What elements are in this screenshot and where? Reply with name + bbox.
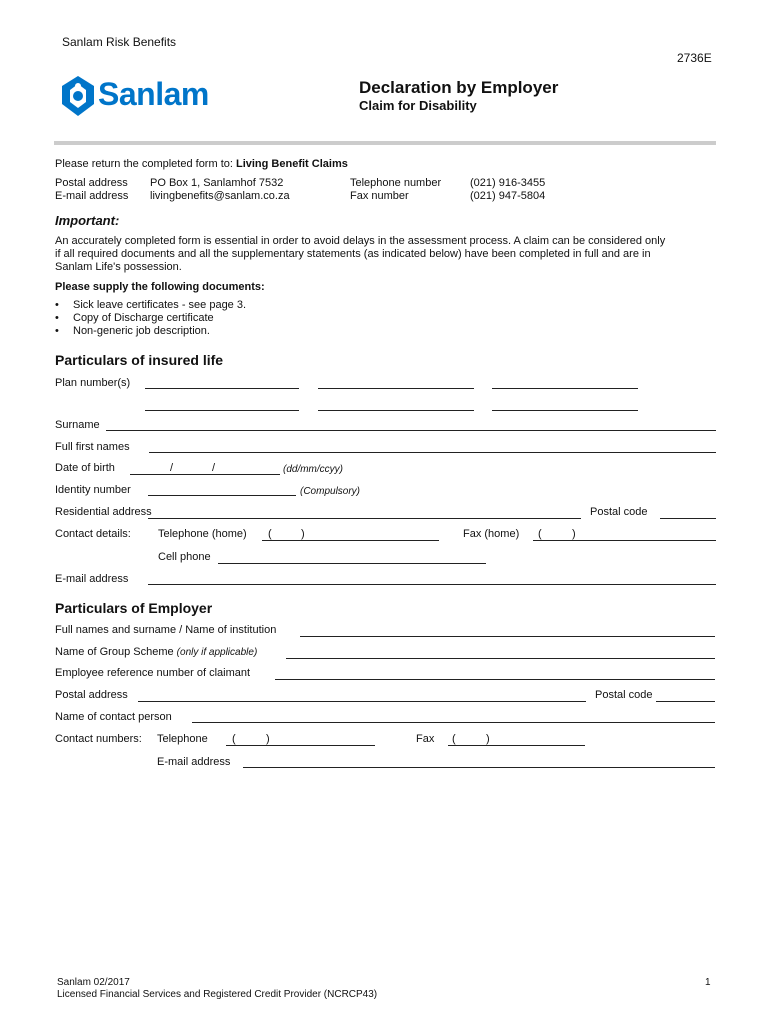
emp-fax-label: Fax — [416, 733, 435, 745]
cell-label: Cell phone — [158, 551, 211, 563]
emp-ref-label: Employee reference number of claimant — [55, 667, 251, 679]
surname-field[interactable] — [106, 430, 716, 431]
plan-number-6-field[interactable] — [492, 410, 638, 411]
dob-field[interactable] — [130, 474, 280, 475]
plan-number-2-field[interactable] — [318, 388, 474, 389]
plan-number-5-field[interactable] — [318, 410, 474, 411]
res-postal-code-label: Postal code — [590, 506, 648, 518]
plan-label: Plan number(s) — [55, 377, 131, 389]
surname-label: Surname — [55, 419, 100, 431]
group-scheme-field[interactable] — [286, 658, 715, 659]
contact-numbers-label: Contact numbers: — [55, 733, 142, 745]
email-label: E-mail address — [55, 190, 129, 202]
tel-value: (021) 916-3455 — [470, 177, 546, 189]
paren-open: ( — [268, 528, 272, 540]
res-postal-code-field[interactable] — [660, 518, 716, 519]
plan-number-3-field[interactable] — [492, 388, 638, 389]
docs-heading: Please supply the following documents: — [55, 281, 265, 293]
dob-slash: / — [212, 462, 216, 474]
sanlam-logo — [58, 74, 238, 118]
doc-item-label: Copy of Discharge certificate — [73, 312, 214, 324]
emp-fax-field[interactable] — [448, 745, 585, 746]
header-divider — [54, 141, 716, 145]
sanlam-shield-icon — [58, 74, 98, 118]
emp-postal-address-field[interactable] — [138, 701, 586, 702]
tel-home-field[interactable] — [262, 540, 439, 541]
form-code: 2736E — [677, 51, 712, 65]
logo-text: Sanlam — [98, 76, 209, 112]
email-field[interactable] — [148, 584, 716, 585]
dob-hint: (dd/mm/ccyy) — [283, 464, 343, 475]
res-address-field[interactable] — [148, 518, 581, 519]
emp-ref-field[interactable] — [275, 679, 715, 680]
emp-postal-code-field[interactable] — [656, 701, 715, 702]
email-value: livingbenefits@sanlam.co.za — [150, 190, 290, 202]
footer-line-1: Sanlam 02/2017 — [57, 977, 130, 988]
postal-label: Postal address — [55, 177, 128, 189]
important-line-1: An accurately completed form is essential in order to avoid delays in the assessment process. A claim can be considered only — [55, 235, 666, 247]
tel-label: Telephone number — [350, 177, 442, 189]
insured-heading: Particulars of insured life — [55, 352, 224, 368]
doc-item-label: Non-generic job description. — [73, 325, 210, 337]
fax-home-label: Fax (home) — [463, 528, 520, 540]
form-subtitle: Claim for Disability — [359, 98, 477, 113]
plan-number-1-field[interactable] — [145, 388, 299, 389]
return-prefix: Please return the completed form to: — [55, 158, 236, 170]
org-name: Sanlam Risk Benefits — [62, 35, 177, 49]
contact-person-field[interactable] — [192, 722, 715, 723]
id-label: Identity number — [55, 484, 131, 496]
email-label: E-mail address — [55, 573, 129, 585]
id-hint: (Compulsory) — [300, 486, 361, 497]
tel-home-label: Telephone (home) — [158, 528, 247, 540]
return-instruction — [55, 158, 348, 170]
contact-person-label: Name of contact person — [55, 711, 172, 723]
paren-close: ) — [572, 528, 576, 540]
fax-label: Fax number — [350, 190, 409, 202]
res-address-label: Residential address — [55, 506, 152, 518]
emp-postal-code-label: Postal code — [595, 689, 653, 701]
group-scheme-label — [55, 646, 257, 658]
contact-label: Contact details: — [55, 528, 131, 540]
emp-email-field[interactable] — [243, 767, 715, 768]
paren-open: ( — [232, 733, 236, 745]
doc-item-label: Sick leave certificates - see page 3. — [73, 299, 247, 311]
doc-item: • Copy of Discharge certificate — [55, 312, 214, 324]
page-number: 1 — [705, 977, 711, 988]
plan-number-4-field[interactable] — [145, 410, 299, 411]
first-names-field[interactable] — [149, 452, 716, 453]
important-line-3: Sanlam Life's possession. — [55, 261, 182, 273]
paren-close: ) — [486, 733, 490, 745]
cell-field[interactable] — [218, 563, 486, 564]
paren-close: ) — [301, 528, 305, 540]
group-scheme-text: Name of Group Scheme — [55, 646, 177, 658]
emp-telephone-label: Telephone — [157, 733, 208, 745]
emp-telephone-field[interactable] — [226, 745, 375, 746]
form-title: Declaration by Employer — [359, 78, 559, 97]
paren-open: ( — [452, 733, 456, 745]
doc-item: • Sick leave certificates - see page 3. — [55, 299, 247, 311]
dob-label: Date of birth — [55, 462, 115, 474]
paren-close: ) — [266, 733, 270, 745]
id-number-field[interactable] — [148, 495, 296, 496]
paren-open: ( — [538, 528, 542, 540]
full-names-label: Full names and surname / Name of institution — [55, 624, 277, 636]
emp-postal-address-label: Postal address — [55, 689, 128, 701]
important-heading: Important: — [55, 213, 120, 228]
dob-slash: / — [170, 462, 174, 474]
employer-heading: Particulars of Employer — [55, 600, 213, 616]
important-line-2: if all required documents and all the supplementary statements (as indicated below) have been completed in full and are in — [55, 248, 651, 260]
postal-value: PO Box 1, Sanlamhof 7532 — [150, 177, 284, 189]
fax-home-field[interactable] — [533, 540, 716, 541]
emp-email-label: E-mail address — [157, 756, 231, 768]
return-dept: Living Benefit Claims — [235, 158, 348, 170]
group-scheme-hint: (only if applicable) — [176, 647, 258, 658]
fax-value: (021) 947-5804 — [470, 190, 546, 202]
first-names-label: Full first names — [55, 441, 130, 453]
doc-item: • Non-generic job description. — [55, 325, 210, 337]
full-names-field[interactable] — [300, 636, 715, 637]
footer-line-2: Licensed Financial Services and Registered Credit Provider (NCRCP43) — [57, 989, 378, 1000]
